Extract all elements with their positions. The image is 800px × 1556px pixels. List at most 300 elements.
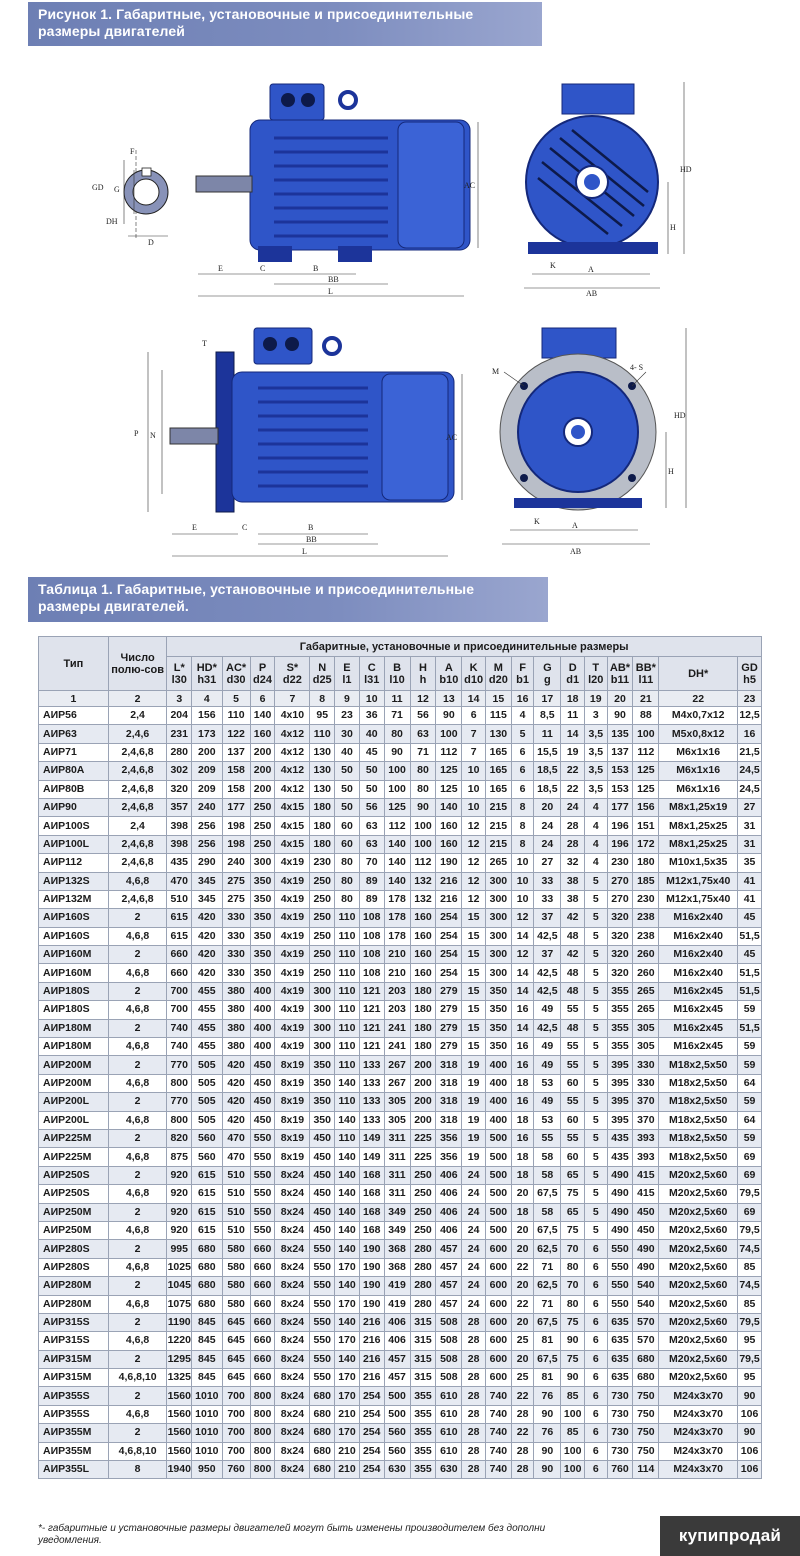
header-col-number: 12 [410, 691, 436, 707]
cell-value: 190 [359, 1240, 384, 1258]
cell-value: 10 [462, 762, 486, 780]
cell-value: 100 [561, 1442, 585, 1460]
cell-value: 18 [511, 1203, 534, 1221]
cell-value: 420 [222, 1074, 250, 1092]
cell-value: 355 [607, 1019, 633, 1037]
cell-value: M16x2x40 [659, 927, 738, 945]
cell-poles: 2 [108, 1387, 167, 1405]
header-col-code: b10 [439, 673, 459, 686]
cell-type: АИР200М [39, 1056, 109, 1074]
cell-value: 90 [410, 798, 436, 816]
cell-value: 8x24 [275, 1442, 310, 1460]
cell-value: 400 [485, 1093, 511, 1111]
header-col-number: 2 [108, 691, 167, 707]
cell-value: 508 [436, 1350, 462, 1368]
cell-value: 635 [607, 1332, 633, 1350]
table-row [39, 1203, 762, 1221]
cell-value: 178 [384, 927, 410, 945]
cell-value: 318 [436, 1056, 462, 1074]
cell-poles: 2 [108, 1166, 167, 1184]
cell-value: 4 [585, 854, 608, 872]
cell-value: 58 [534, 1203, 561, 1221]
cell-value: 100 [633, 725, 659, 743]
cell-value: M20x2,5x60 [659, 1221, 738, 1239]
cell-value: 1010 [192, 1387, 222, 1405]
header-col-number: 3 [167, 691, 192, 707]
cell-value: 7 [462, 725, 486, 743]
cell-value: 4x12 [275, 780, 310, 798]
cell-value: 95 [310, 707, 335, 725]
cell-value: 42 [561, 946, 585, 964]
cell-value: 660 [250, 1277, 275, 1295]
cell-value: 12 [462, 835, 486, 853]
cell-value: 435 [607, 1148, 633, 1166]
cell-value: 140 [250, 707, 275, 725]
cell-value: 15,5 [534, 743, 561, 761]
cell-value: 750 [633, 1387, 659, 1405]
header-col-symbol: GD [741, 661, 758, 674]
cell-value: 24 [462, 1185, 486, 1203]
table-row [39, 890, 762, 908]
cell-value: 42,5 [534, 982, 561, 1000]
cell-value: M10x1,5x35 [659, 854, 738, 872]
cell-value: 560 [192, 1148, 222, 1166]
header-col-3 [167, 657, 192, 691]
cell-value: 67,5 [534, 1350, 561, 1368]
cell-value: 730 [607, 1424, 633, 1442]
cell-value: 100 [561, 1405, 585, 1423]
cell-value: 60 [561, 1074, 585, 1092]
cell-value: 400 [485, 1074, 511, 1092]
cell-value: 580 [222, 1277, 250, 1295]
cell-value: 400 [485, 1056, 511, 1074]
cell-value: 4x12 [275, 762, 310, 780]
cell-value: 20 [511, 1277, 534, 1295]
cell-value: 24 [534, 817, 561, 835]
cell-type: АИР90 [39, 798, 109, 816]
cell-value: 19 [462, 1056, 486, 1074]
header-col-16 [511, 657, 534, 691]
table-row [39, 1129, 762, 1147]
cell-value: 33 [534, 890, 561, 908]
cell-value: 610 [436, 1442, 462, 1460]
header-col-symbol: BB* [635, 661, 656, 674]
cell-value: 22 [511, 1258, 534, 1276]
cell-type: АИР180М [39, 1019, 109, 1037]
cell-value: 60 [561, 1148, 585, 1166]
label-BB: BB [328, 275, 339, 284]
table-row [39, 854, 762, 872]
cell-value: 31 [738, 835, 762, 853]
cell-value: 63 [359, 835, 384, 853]
header-col-number: 18 [561, 691, 585, 707]
cell-value: 300 [485, 964, 511, 982]
cell-value: 170 [335, 1332, 360, 1350]
cell-value: 305 [633, 1019, 659, 1037]
cell-value: 63 [410, 725, 436, 743]
cell-poles: 4,6,8 [108, 1405, 167, 1423]
cell-value: 1010 [192, 1405, 222, 1423]
cell-value: 215 [485, 835, 511, 853]
cell-value: 250 [310, 946, 335, 964]
header-col-number: 10 [359, 691, 384, 707]
cell-type: АИР315S [39, 1332, 109, 1350]
cell-value: 196 [607, 817, 633, 835]
cell-value: 160 [410, 964, 436, 982]
cell-value: M6x1x16 [659, 743, 738, 761]
cell-value: 8x19 [275, 1129, 310, 1147]
cell-value: 133 [359, 1111, 384, 1129]
cell-value: 6 [585, 1424, 608, 1442]
cell-value: 450 [250, 1056, 275, 1074]
cell-value: 170 [335, 1295, 360, 1313]
cell-value: M18x2,5x50 [659, 1148, 738, 1166]
header-col-code: h31 [197, 673, 217, 686]
cell-value: 100 [561, 1461, 585, 1479]
cell-value: 550 [310, 1295, 335, 1313]
cell-value: 40 [359, 725, 384, 743]
cell-value: 254 [359, 1387, 384, 1405]
cell-value: 28 [462, 1442, 486, 1460]
cell-value: 22 [511, 1424, 534, 1442]
cell-value: 10 [511, 854, 534, 872]
cell-poles: 2 [108, 1277, 167, 1295]
cell-value: 400 [250, 982, 275, 1000]
cell-value: 256 [192, 817, 222, 835]
cell-value: 110 [335, 1001, 360, 1019]
cell-value: 20 [534, 798, 561, 816]
cell-value: 250 [310, 927, 335, 945]
table-row [39, 1350, 762, 1368]
label-H: H [670, 223, 676, 232]
cell-value: 330 [222, 964, 250, 982]
cell-value: 450 [310, 1221, 335, 1239]
cell-value: 550 [607, 1240, 633, 1258]
cell-value: 88 [633, 707, 659, 725]
cell-value: M12x1,75x40 [659, 890, 738, 908]
cell-type: АИР180S [39, 982, 109, 1000]
table-row [39, 1332, 762, 1350]
cell-value: M8x1,25x25 [659, 817, 738, 835]
cell-value: 398 [167, 817, 192, 835]
label-HD2: HD [674, 411, 686, 420]
cell-value: 79,5 [738, 1221, 762, 1239]
cell-value: 265 [633, 1001, 659, 1019]
cell-value: 16 [511, 1093, 534, 1111]
cell-value: 16 [511, 1056, 534, 1074]
cell-value: 12 [511, 909, 534, 927]
cell-value: 18 [511, 1148, 534, 1166]
cell-poles: 2 [108, 1424, 167, 1442]
cell-value: 254 [359, 1405, 384, 1423]
cell-value: 4 [585, 835, 608, 853]
cell-value: 400 [250, 1001, 275, 1019]
cell-value: 1560 [167, 1424, 192, 1442]
cell-value: 800 [250, 1461, 275, 1479]
cell-value: M5x0,8x12 [659, 725, 738, 743]
cell-value: 355 [607, 1038, 633, 1056]
cell-value: 770 [167, 1056, 192, 1074]
header-col-code: d22 [282, 673, 302, 686]
cell-value: 550 [250, 1129, 275, 1147]
label-D: D [148, 238, 154, 247]
cell-value: 280 [167, 743, 192, 761]
cell-value: 106 [738, 1442, 762, 1460]
cell-value: 16 [738, 725, 762, 743]
cell-value: 10 [462, 798, 486, 816]
cell-value: 254 [359, 1424, 384, 1442]
cell-value: 490 [607, 1221, 633, 1239]
cell-value: 300 [485, 872, 511, 890]
cell-value: 80 [384, 725, 410, 743]
header-col-code: l20 [588, 673, 604, 686]
cell-value: 115 [485, 707, 511, 725]
cell-type: АИР180М [39, 1038, 109, 1056]
cell-value: 121 [359, 1038, 384, 1056]
cell-value: 450 [250, 1093, 275, 1111]
cell-value: 62,5 [534, 1240, 561, 1258]
cell-value: 28 [462, 1424, 486, 1442]
cell-value: 140 [384, 872, 410, 890]
cell-value: 71 [534, 1258, 561, 1276]
cell-value: 311 [384, 1185, 410, 1203]
cell-value: 550 [607, 1295, 633, 1313]
cell-value: 112 [633, 743, 659, 761]
cell-value: 740 [485, 1424, 511, 1442]
cell-value: 550 [607, 1258, 633, 1276]
cell-value: 355 [410, 1461, 436, 1479]
cell-type: АИР355S [39, 1405, 109, 1423]
cell-value: 8x24 [275, 1221, 310, 1239]
cell-value: 457 [436, 1258, 462, 1276]
cell-value: 455 [192, 982, 222, 1000]
cell-value: 300 [485, 890, 511, 908]
cell-poles: 4,6,8 [108, 1148, 167, 1166]
cell-value: 60 [335, 835, 360, 853]
cell-value: 177 [607, 798, 633, 816]
cell-value: 420 [192, 946, 222, 964]
cell-value: 500 [485, 1166, 511, 1184]
cell-value: 630 [436, 1461, 462, 1479]
cell-value: 415 [633, 1185, 659, 1203]
cell-value: 56 [410, 707, 436, 725]
cell-value: 45 [359, 743, 384, 761]
cell-value: 178 [384, 909, 410, 927]
cell-value: 615 [167, 909, 192, 927]
label-C2: C [242, 523, 248, 532]
cell-value: 69 [738, 1166, 762, 1184]
cell-value: 51,5 [738, 964, 762, 982]
table-row [39, 927, 762, 945]
cell-type: АИР71 [39, 743, 109, 761]
cell-value: 110 [335, 1038, 360, 1056]
cell-value: 279 [436, 1038, 462, 1056]
cell-poles: 2,4 [108, 707, 167, 725]
table-row [39, 1185, 762, 1203]
cell-value: 216 [359, 1369, 384, 1387]
cell-value: 398 [167, 835, 192, 853]
cell-value: 24 [462, 1240, 486, 1258]
cell-value: 122 [222, 725, 250, 743]
cell-value: 140 [335, 1074, 360, 1092]
cell-value: 50 [335, 780, 360, 798]
cell-value: 20 [511, 1221, 534, 1239]
cell-value: 59 [738, 1038, 762, 1056]
cell-value: M16x2x40 [659, 946, 738, 964]
cell-value: 660 [250, 1240, 275, 1258]
cell-value: 5 [585, 1056, 608, 1074]
header-col-12 [410, 657, 436, 691]
watermark-logo: купипродай [660, 1516, 800, 1556]
cell-value: 110 [335, 982, 360, 1000]
cell-value: 760 [222, 1461, 250, 1479]
cell-value: 216 [436, 890, 462, 908]
cell-value: 368 [384, 1258, 410, 1276]
header-col-number: 16 [511, 691, 534, 707]
cell-poles: 2 [108, 1019, 167, 1037]
cell-value: M20x2,5x60 [659, 1240, 738, 1258]
cell-value: 265 [485, 854, 511, 872]
cell-value: 610 [436, 1424, 462, 1442]
cell-value: 4x10 [275, 707, 310, 725]
cell-value: 3,5 [585, 762, 608, 780]
cell-value: 153 [607, 780, 633, 798]
cell-poles: 4,6,8,10 [108, 1442, 167, 1460]
cell-value: 165 [485, 762, 511, 780]
cell-value: 510 [167, 890, 192, 908]
figure-title-banner [28, 2, 542, 46]
cell-type: АИР200L [39, 1111, 109, 1129]
cell-value: 5 [585, 927, 608, 945]
cell-value: 600 [485, 1369, 511, 1387]
cell-value: 81 [534, 1369, 561, 1387]
cell-value: 395 [607, 1093, 633, 1111]
cell-value: 330 [222, 946, 250, 964]
cell-value: 770 [167, 1093, 192, 1111]
cell-value: 4x19 [275, 1019, 310, 1037]
cell-type: АИР315S [39, 1313, 109, 1331]
cell-value: 5 [585, 1148, 608, 1166]
cell-value: 500 [384, 1405, 410, 1423]
cell-value: 1220 [167, 1332, 192, 1350]
cell-value: 63 [359, 817, 384, 835]
cell-value: 845 [192, 1369, 222, 1387]
cell-value: 149 [359, 1148, 384, 1166]
cell-value: 8 [511, 798, 534, 816]
header-col-symbol: H [418, 661, 427, 674]
label-GD: GD [92, 183, 104, 192]
cell-value: 6 [585, 1369, 608, 1387]
cell-value: 28 [462, 1350, 486, 1368]
header-col-number: 19 [585, 691, 608, 707]
cell-value: 55 [561, 1129, 585, 1147]
cell-value: 110 [335, 1056, 360, 1074]
cell-value: 100 [384, 762, 410, 780]
cell-value: 55 [561, 1001, 585, 1019]
cell-value: 200 [410, 1074, 436, 1092]
table-row [39, 1369, 762, 1387]
cell-value: M18x2,5x50 [659, 1056, 738, 1074]
cell-value: 41 [738, 872, 762, 890]
cell-value: 125 [384, 798, 410, 816]
cell-value: 550 [250, 1221, 275, 1239]
cell-value: 230 [607, 854, 633, 872]
cell-poles: 4,6,8 [108, 1221, 167, 1239]
cell-value: 8x24 [275, 1166, 310, 1184]
header-col-symbol: A [444, 661, 453, 674]
cell-value: 180 [310, 835, 335, 853]
cell-poles: 4,6,8 [108, 1258, 167, 1276]
cell-value: 200 [410, 1093, 436, 1111]
cell-value: 25 [511, 1332, 534, 1350]
header-col-13 [436, 657, 462, 691]
cell-value: 55 [561, 1093, 585, 1111]
cell-value: 28 [462, 1461, 486, 1479]
cell-value: 156 [633, 798, 659, 816]
cell-value: 15 [462, 1019, 486, 1037]
cell-value: 49 [534, 1001, 561, 1019]
cell-value: M6x1x16 [659, 762, 738, 780]
table-row [39, 1093, 762, 1111]
cell-value: 280 [410, 1277, 436, 1295]
cell-value: 135 [607, 725, 633, 743]
cell-value: 740 [167, 1038, 192, 1056]
cell-value: 110 [335, 946, 360, 964]
table-row [39, 1424, 762, 1442]
cell-value: 260 [633, 964, 659, 982]
cell-value: 12 [511, 946, 534, 964]
cell-value: 160 [410, 909, 436, 927]
cell-value: 350 [310, 1111, 335, 1129]
cell-value: 230 [310, 854, 335, 872]
table-row [39, 1442, 762, 1460]
cell-poles: 2,4,6,8 [108, 780, 167, 798]
cell-value: 580 [222, 1295, 250, 1313]
cell-value: 680 [192, 1277, 222, 1295]
cell-value: 31 [738, 817, 762, 835]
cell-value: 85 [561, 1387, 585, 1405]
cell-value: 420 [192, 927, 222, 945]
cell-value: 8x19 [275, 1111, 310, 1129]
cell-value: 79,5 [738, 1350, 762, 1368]
cell-value: 42,5 [534, 964, 561, 982]
cell-value: 21,5 [738, 743, 762, 761]
cell-value: 660 [250, 1369, 275, 1387]
cell-value: 56 [359, 798, 384, 816]
cell-value: 406 [384, 1313, 410, 1331]
cell-value: 400 [485, 1111, 511, 1129]
label-A2: A [572, 521, 578, 530]
header-col-number: 4 [192, 691, 222, 707]
cell-value: 12 [462, 872, 486, 890]
cell-value: 14 [511, 927, 534, 945]
header-col-8 [310, 657, 335, 691]
cell-value: 330 [633, 1056, 659, 1074]
cell-value: 215 [485, 817, 511, 835]
cell-value: 368 [384, 1240, 410, 1258]
cell-value: 24 [462, 1295, 486, 1313]
cell-value: 406 [436, 1221, 462, 1239]
header-col-6 [250, 657, 275, 691]
cell-value: 110 [310, 725, 335, 743]
cell-value: 190 [359, 1295, 384, 1313]
header-col-symbol: F [519, 661, 526, 674]
cell-value: 4x19 [275, 982, 310, 1000]
header-col-symbol: D [568, 661, 577, 674]
cell-value: 158 [222, 762, 250, 780]
cell-value: 680 [192, 1240, 222, 1258]
cell-value: 100 [410, 835, 436, 853]
